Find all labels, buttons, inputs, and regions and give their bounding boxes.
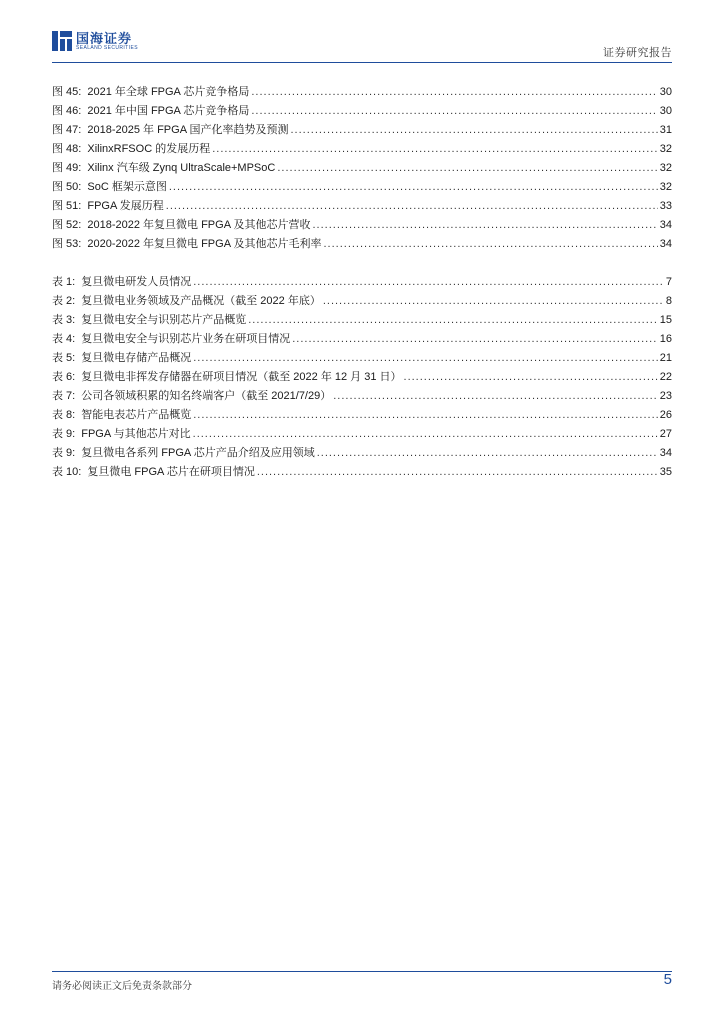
table-entry[interactable] — [52, 273, 672, 292]
figure-entry-leader-dots — [323, 238, 657, 250]
table-entry-label: 表 1: — [52, 276, 76, 288]
table-entry-title: 复旦微电安全与识别芯片业务在研项目情况 — [81, 333, 291, 345]
figure-entry-page: 34 — [659, 219, 672, 231]
figure-entry[interactable] — [52, 216, 672, 235]
table-entry-leader-dots — [193, 276, 664, 288]
figure-entry-label: 图 53: — [52, 238, 82, 250]
table-entry-leader-dots — [323, 295, 664, 307]
figure-entry[interactable] — [52, 102, 672, 121]
table-entry-page: 7 — [665, 276, 672, 288]
figure-entry-label: 图 51: — [52, 200, 82, 212]
table-entry[interactable] — [52, 463, 672, 482]
table-entry-label: 表 9: — [52, 447, 76, 459]
figure-entry-leader-dots — [277, 162, 657, 174]
report-type-title: 证券研究报告 — [603, 47, 672, 59]
figure-entry-title: 2021 年全球 FPGA 芯片竞争格局 — [87, 86, 250, 98]
logo-mark-icon — [52, 31, 72, 51]
figure-entry-title: 2018-2022 年复旦微电 FPGA 及其他芯片营收 — [87, 219, 311, 231]
table-entry-leader-dots — [333, 390, 658, 402]
figure-entry[interactable] — [52, 235, 672, 254]
company-logo — [52, 31, 138, 51]
figure-entry-leader-dots — [251, 105, 657, 117]
table-entry-label: 表 6: — [52, 371, 76, 383]
table-entry[interactable] — [52, 406, 672, 425]
figure-entry-title: Xilinx 汽车级 Zynq UltraScale+MPSoC — [87, 162, 276, 174]
figure-entry-page: 30 — [659, 105, 672, 117]
table-entry-leader-dots — [257, 466, 658, 478]
figure-entry-title: 2021 年中国 FPGA 芯片竞争格局 — [87, 105, 250, 117]
table-entry[interactable] — [52, 387, 672, 406]
figure-index-list — [52, 83, 672, 254]
table-entry-leader-dots — [193, 428, 658, 440]
table-entry-leader-dots — [193, 409, 658, 421]
table-entry[interactable] — [52, 349, 672, 368]
table-entry-title: 复旦微电存储产品概况 — [81, 352, 192, 364]
table-entry-leader-dots — [404, 371, 658, 383]
logo-name-en: SEALAND SECURITIES — [76, 44, 138, 51]
table-entry[interactable] — [52, 311, 672, 330]
figure-entry-label: 图 49: — [52, 162, 82, 174]
figure-entry[interactable] — [52, 121, 672, 140]
table-entry-label: 表 10: — [52, 466, 82, 478]
figure-entry-page: 32 — [659, 162, 672, 174]
table-entry-label: 表 7: — [52, 390, 76, 402]
figure-entry-label: 图 50: — [52, 181, 82, 193]
figure-entry-label: 图 52: — [52, 219, 82, 231]
table-entry-title: 复旦微电研发人员情况 — [81, 276, 192, 288]
figure-entry-page: 32 — [659, 181, 672, 193]
page-number: 5 — [663, 971, 672, 988]
table-entry-page: 26 — [659, 409, 672, 421]
table-entry-leader-dots — [248, 314, 658, 326]
table-entry-title: FPGA 与其他芯片对比 — [81, 428, 191, 440]
table-entry-leader-dots — [317, 447, 658, 459]
figure-entry-title: FPGA 发展历程 — [87, 200, 164, 212]
figure-entry[interactable] — [52, 140, 672, 159]
figure-entry-title: 2018-2025 年 FPGA 国产化率趋势及预测 — [87, 124, 289, 136]
table-entry-page: 23 — [659, 390, 672, 402]
figure-entry-leader-dots — [166, 200, 658, 212]
page-header — [0, 0, 724, 66]
table-entry-title: 复旦微电安全与识别芯片产品概览 — [81, 314, 247, 326]
table-entry-title: 公司各领域积累的知名终端客户（截至 2021/7/29） — [81, 390, 332, 402]
figure-entry-title: 2020-2022 年复旦微电 FPGA 及其他芯片毛利率 — [87, 238, 322, 250]
table-index-list — [52, 273, 672, 482]
table-entry[interactable] — [52, 444, 672, 463]
table-entry-label: 表 5: — [52, 352, 76, 364]
figure-entry-label: 图 45: — [52, 86, 82, 98]
table-entry-page: 35 — [659, 466, 672, 478]
table-entry-page: 27 — [659, 428, 672, 440]
figure-entry-title: XilinxRFSOC 的发展历程 — [87, 143, 211, 155]
table-entry-page: 15 — [659, 314, 672, 326]
footer-disclaimer: 请务必阅读正文后免责条款部分 — [52, 981, 192, 992]
table-entry[interactable] — [52, 292, 672, 311]
header-divider — [52, 62, 672, 63]
table-entry-label: 表 3: — [52, 314, 76, 326]
table-entry[interactable] — [52, 368, 672, 387]
table-entry-title: 复旦微电非挥发存储器在研项目情况（截至 2022 年 12 月 31 日） — [81, 371, 402, 383]
table-entry-page: 22 — [659, 371, 672, 383]
table-entry-label: 表 2: — [52, 295, 76, 307]
figure-entry-page: 31 — [659, 124, 672, 136]
figure-entry-page: 34 — [659, 238, 672, 250]
logo-name-cn: 国海证券 — [76, 30, 133, 46]
table-entry-label: 表 8: — [52, 409, 76, 421]
figure-entry-leader-dots — [212, 143, 658, 155]
table-entry[interactable] — [52, 330, 672, 349]
figure-entry-leader-dots — [251, 86, 657, 98]
figure-entry-label: 图 46: — [52, 105, 82, 117]
table-entry-title: 复旦微电 FPGA 芯片在研项目情况 — [87, 466, 255, 478]
footer-divider — [52, 971, 672, 972]
table-entry-label: 表 4: — [52, 333, 76, 345]
figure-entry[interactable] — [52, 159, 672, 178]
figure-entry-label: 图 47: — [52, 124, 82, 136]
table-entry-title: 智能电表芯片产品概览 — [81, 409, 192, 421]
table-entry-title: 复旦微电各系列 FPGA 芯片产品介绍及应用领域 — [81, 447, 315, 459]
table-entry-page: 34 — [659, 447, 672, 459]
figure-entry-label: 图 48: — [52, 143, 82, 155]
figure-entry-leader-dots — [312, 219, 657, 231]
figure-entry-leader-dots — [290, 124, 657, 136]
table-entry-page: 8 — [665, 295, 672, 307]
figure-entry[interactable] — [52, 83, 672, 102]
table-entry-leader-dots — [292, 333, 658, 345]
table-entry-page: 21 — [659, 352, 672, 364]
figure-entry-leader-dots — [169, 181, 658, 193]
table-entry-page: 16 — [659, 333, 672, 345]
table-entry-title: 复旦微电业务领域及产品概况（截至 2022 年底） — [81, 295, 321, 307]
figure-entry[interactable] — [52, 178, 672, 197]
table-entry-leader-dots — [193, 352, 658, 364]
figure-entry-title: SoC 框架示意图 — [87, 181, 167, 193]
figure-entry[interactable] — [52, 197, 672, 216]
figure-entry-page: 32 — [659, 143, 672, 155]
table-entry-label: 表 9: — [52, 428, 76, 440]
table-entry[interactable] — [52, 425, 672, 444]
figure-entry-page: 33 — [659, 200, 672, 212]
figure-entry-page: 30 — [659, 86, 672, 98]
